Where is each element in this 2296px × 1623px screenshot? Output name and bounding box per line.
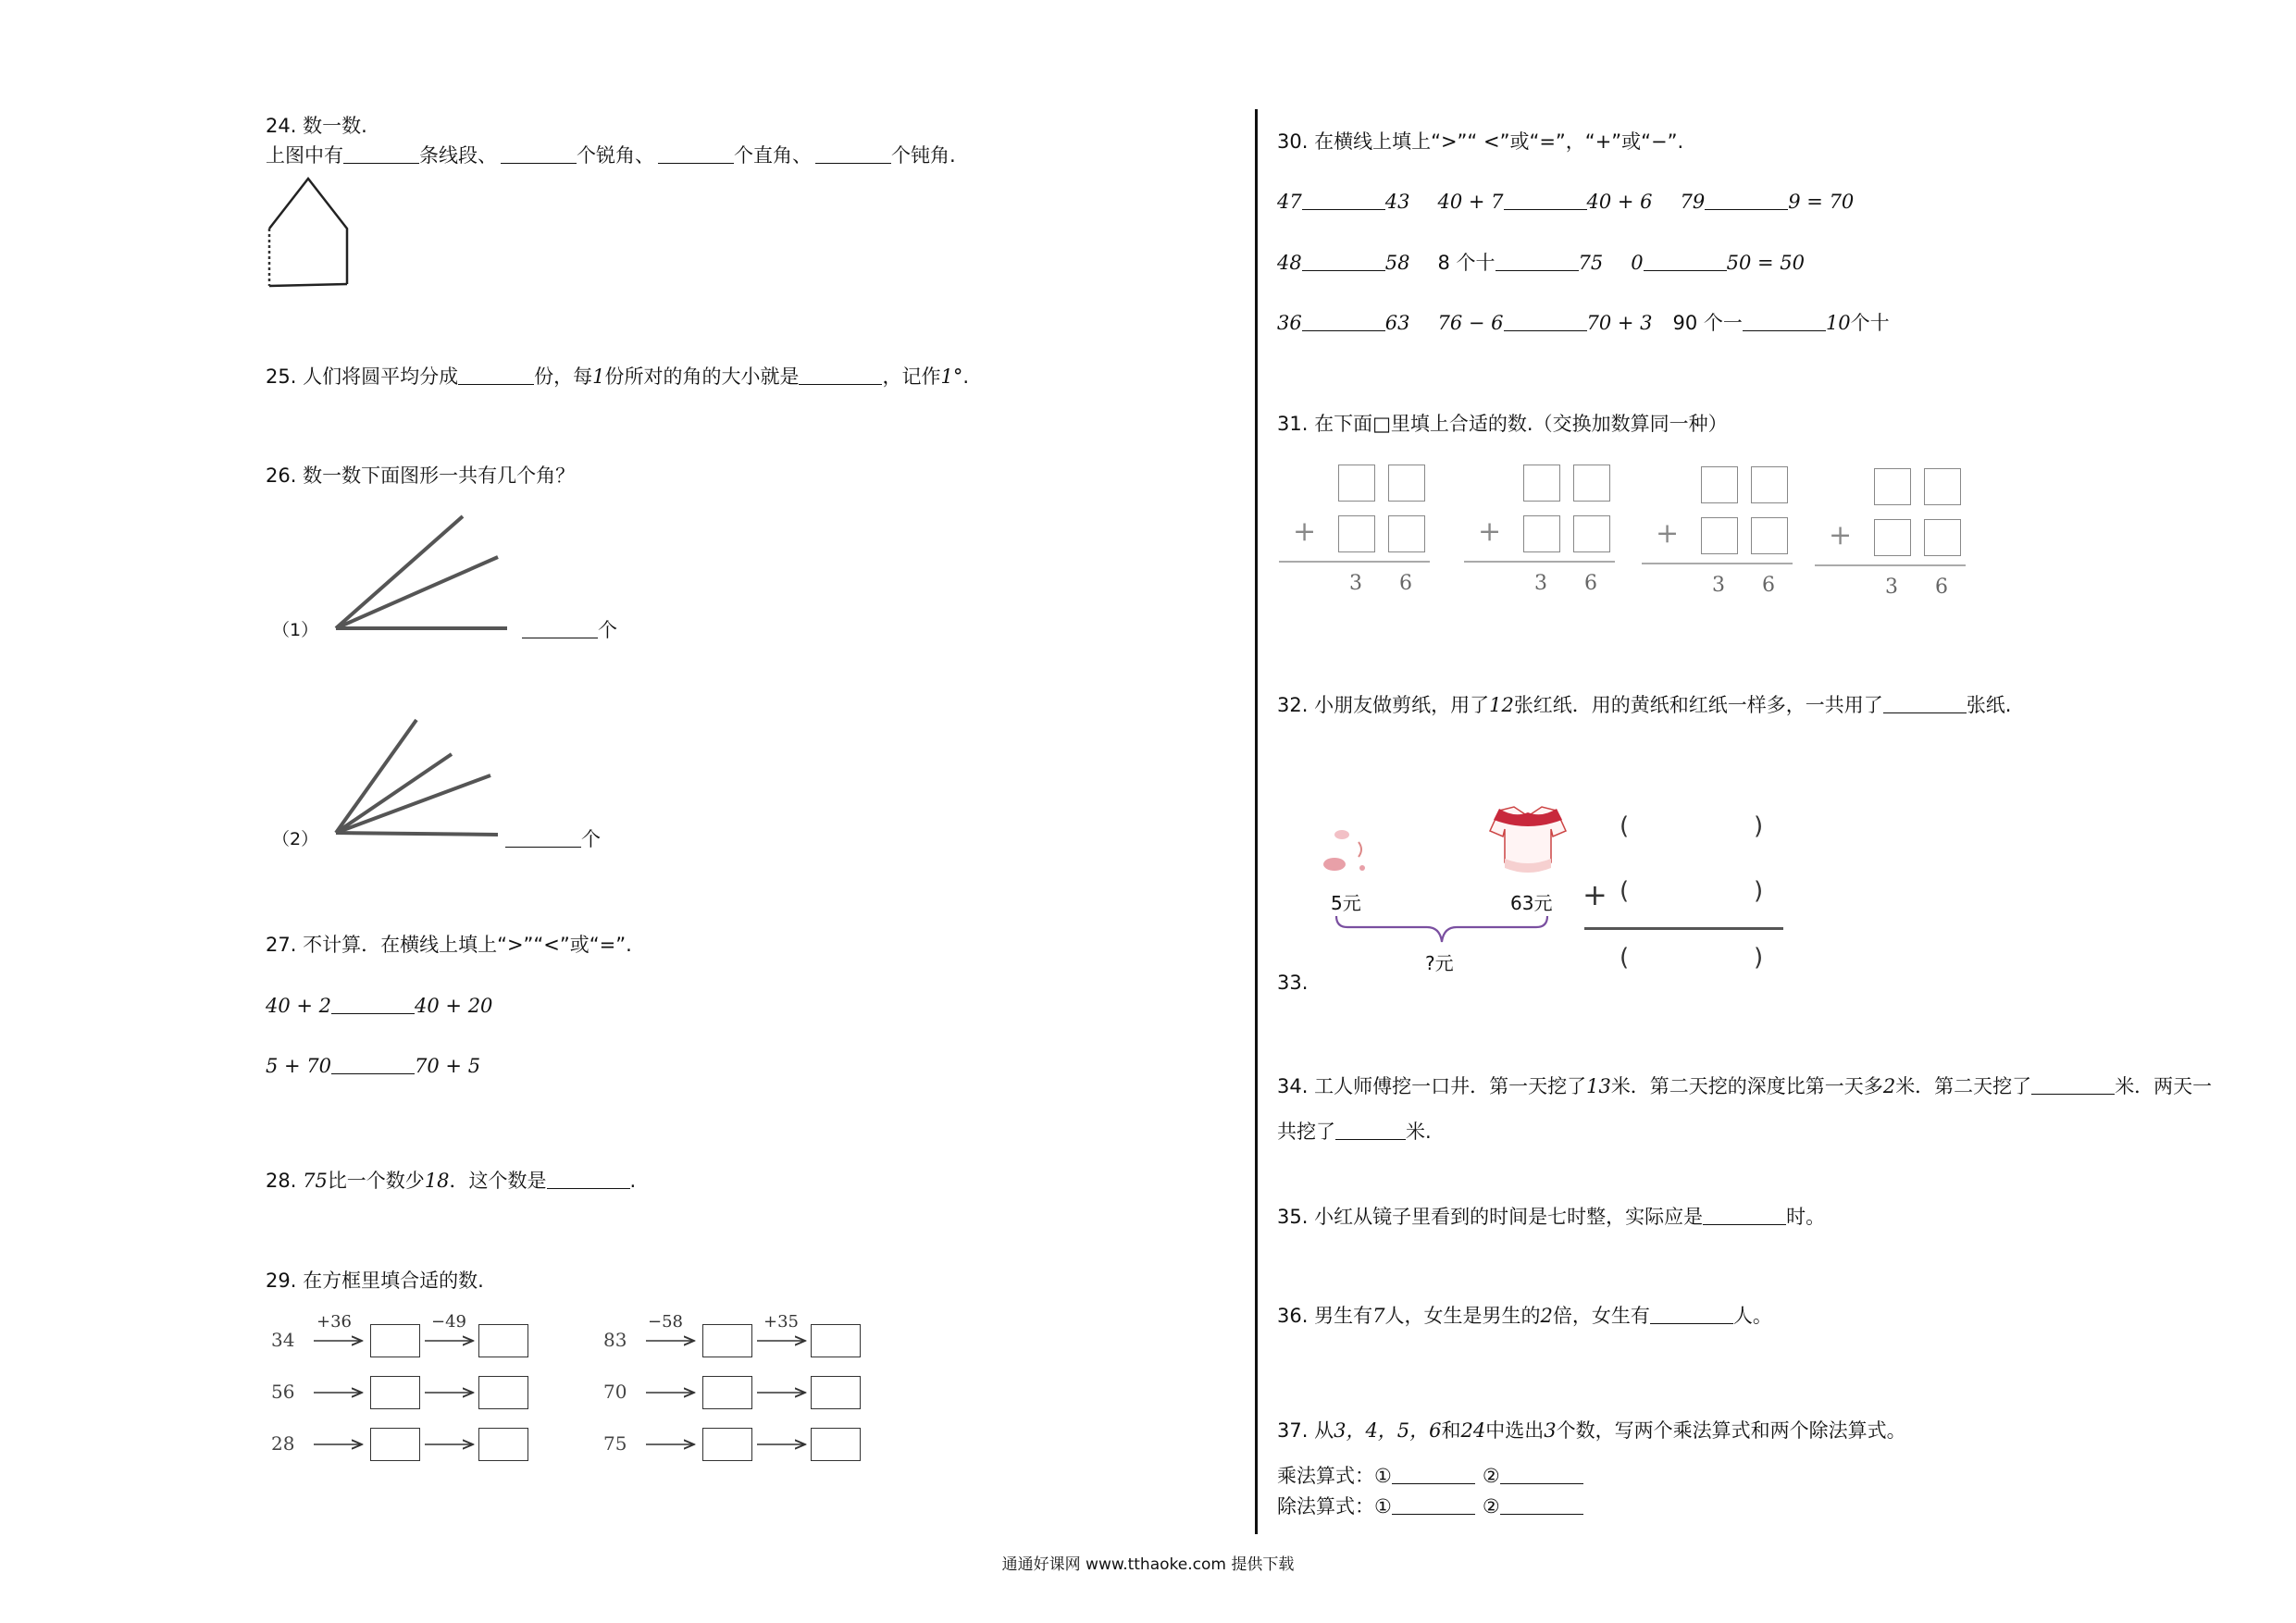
q37-multiplication-line: 乘法算式：① ②: [1277, 1463, 1583, 1489]
q30-row-3: 36 63 76 − 6 70 + 3 90 个一 10个十: [1277, 312, 1890, 334]
q31-box-1b[interactable]: [1388, 465, 1425, 502]
q31-sum-ones-1: 6: [1399, 572, 1412, 595]
q31-box-1d[interactable]: [1388, 515, 1425, 552]
q33-paren-left-2: (: [1620, 877, 1630, 905]
q31-box-4b[interactable]: [1924, 468, 1961, 505]
q26-blank-1[interactable]: [522, 619, 598, 638]
q30-blank-2[interactable]: [1504, 191, 1587, 210]
q31-sum-ones-4: 6: [1935, 576, 1948, 599]
q29-right-box-3b[interactable]: [811, 1428, 861, 1461]
q27-row-1: 40 + 2 40 + 20: [266, 995, 493, 1017]
q24-blank-2[interactable]: [501, 144, 577, 164]
q28-blank[interactable]: [547, 1170, 630, 1189]
q30-blank-1[interactable]: [1302, 191, 1385, 210]
q33-brace: [1333, 914, 1555, 948]
q26-title: 26. 数一数下面图形一共有几个角？: [266, 465, 576, 487]
q31-sum-ones-2: 6: [1584, 572, 1597, 595]
q31-box-3d[interactable]: [1751, 517, 1788, 554]
q33-plus: +: [1582, 877, 1607, 912]
q29-left-box-1b[interactable]: [478, 1324, 528, 1357]
q34-line-2: 共挖了 米.: [1277, 1121, 1432, 1143]
q31-sum-tens-4: 3: [1885, 576, 1898, 599]
q36-blank[interactable]: [1650, 1305, 1733, 1324]
q31-plus-2: +: [1478, 515, 1502, 548]
q31-box-1c[interactable]: [1338, 515, 1375, 552]
q29-right-box-1b[interactable]: [811, 1324, 861, 1357]
q31-line-2: [1464, 561, 1615, 563]
q29-left-op-2: −49: [431, 1312, 466, 1332]
q30-blank-8[interactable]: [1504, 312, 1587, 331]
q33-sum-line: [1584, 927, 1783, 930]
q29-left-start-2: 56: [271, 1381, 295, 1403]
q24-title: 24. 数一数.: [266, 115, 367, 137]
q33-total: ?元: [1425, 952, 1454, 974]
q35-blank[interactable]: [1703, 1206, 1786, 1225]
q33-paren-left-1: (: [1620, 812, 1630, 840]
q31-sum-tens-2: 3: [1534, 572, 1547, 595]
q30-blank-4[interactable]: [1302, 252, 1385, 271]
q34-line-1: 34. 工人师傅挖一口井．第一天挖了13米．第二天挖的深度比第一天多2米．第二天挖了 米．两天一: [1277, 1075, 2213, 1097]
q31-box-4d[interactable]: [1924, 519, 1961, 556]
q34-blank-1[interactable]: [2031, 1075, 2115, 1095]
q27-blank-2[interactable]: [331, 1055, 415, 1074]
q29-right-box-1a[interactable]: [702, 1324, 752, 1357]
q29-left-box-3b[interactable]: [478, 1428, 528, 1461]
q30-blank-7[interactable]: [1302, 312, 1385, 331]
q27-row-2: 5 + 70 70 + 5: [266, 1055, 481, 1077]
q31-plus-3: +: [1656, 517, 1680, 550]
q30-blank-9[interactable]: [1743, 312, 1826, 331]
q31-sum-ones-3: 6: [1762, 574, 1775, 597]
q33-paren-right-1: ): [1754, 812, 1764, 840]
q30-blank-3[interactable]: [1705, 191, 1788, 210]
q37-mul-blank-2[interactable]: [1500, 1465, 1583, 1484]
q29-right-op-1: −58: [648, 1312, 683, 1332]
q26-label-1: （1）: [272, 620, 319, 640]
q32-blank[interactable]: [1883, 694, 1967, 713]
q31-box-2a[interactable]: [1523, 465, 1560, 502]
q29-left-box-2b[interactable]: [478, 1376, 528, 1409]
q31-plus-1: +: [1293, 515, 1317, 548]
q29-left-box-3a[interactable]: [370, 1428, 420, 1461]
q25-blank-2[interactable]: [799, 365, 882, 385]
q29-left-box-1a[interactable]: [370, 1324, 420, 1357]
q31-line-3: [1642, 563, 1793, 564]
q30-row-1: 47 43 40 + 7 40 + 6 79 9 = 70: [1277, 191, 1855, 213]
q29-left-start-1: 34: [271, 1329, 295, 1351]
q25-blank-1[interactable]: [458, 365, 534, 385]
q31-line-4: [1815, 564, 1966, 566]
q29-right-start-2: 70: [603, 1381, 627, 1403]
q31-box-3b[interactable]: [1751, 466, 1788, 503]
q27-blank-1[interactable]: [331, 995, 415, 1014]
q33-price-1: 5元: [1331, 892, 1361, 914]
q37-mul-blank-1[interactable]: [1392, 1465, 1475, 1484]
q37-div-blank-2[interactable]: [1500, 1495, 1583, 1515]
column-divider: [1255, 109, 1258, 1534]
q31-box-3c[interactable]: [1701, 517, 1738, 554]
q31-box-1a[interactable]: [1338, 465, 1375, 502]
q31-line-1: [1279, 561, 1430, 563]
q31-box-2d[interactable]: [1573, 515, 1610, 552]
q24-blank-1[interactable]: [343, 144, 419, 164]
q26-label-2: （2）: [272, 829, 319, 849]
q29-title: 29. 在方框里填合适的数.: [266, 1270, 484, 1292]
q33-price-2: 63元: [1510, 892, 1553, 914]
q30-row-2: 48 58 8 个十 75 0 50 = 50: [1277, 252, 1806, 274]
q28-question: 28. 75比一个数少18．这个数是 .: [266, 1170, 637, 1192]
q33-number: 33.: [1277, 972, 1309, 994]
q30-blank-5[interactable]: [1496, 252, 1579, 271]
q25-question: 25. 人们将圆平均分成 份，每1份所对的角的大小就是 ，记作1°.: [266, 365, 970, 388]
q26-angle-figure-1: [333, 514, 518, 634]
q36-question: 36. 男生有7人，女生是男生的2倍，女生有 人。: [1277, 1305, 1772, 1327]
q30-title: 30. 在横线上填上“>”“ <”或“=”，“+”或“−”.: [1277, 130, 1684, 153]
q33-paren-right-2: ): [1754, 877, 1764, 905]
q33-paren-left-3: (: [1620, 944, 1630, 972]
q26-answer-2: 个: [505, 826, 601, 852]
q31-plus-4: +: [1829, 519, 1853, 551]
q26-angle-figure-2: [333, 717, 518, 837]
q27-title: 27. 不计算．在横线上填上“>”“<”或“=”.: [266, 934, 632, 956]
q33-item-picture-1: [1314, 824, 1379, 888]
q29-right-box-3a[interactable]: [702, 1428, 752, 1461]
q31-sum-tens-1: 3: [1349, 572, 1362, 595]
q35-question: 35. 小红从镜子里看到的时间是七时整，实际应是 时。: [1277, 1206, 1826, 1228]
q30-blank-6[interactable]: [1644, 252, 1727, 271]
q33-dress-picture: [1486, 803, 1570, 891]
q29-right-box-2a[interactable]: [702, 1376, 752, 1409]
q31-title: 31. 在下面□里填上合适的数.（交换加数算同一种）: [1277, 413, 1728, 435]
q37-question: 37. 从3，4，5，6和24中选出3个数，写两个乘法算式和两个除法算式。: [1277, 1419, 1906, 1442]
q29-right-start-1: 83: [603, 1329, 627, 1351]
q29-right-box-2b[interactable]: [811, 1376, 861, 1409]
q24-pentagon-figure: [265, 176, 357, 291]
q31-box-4c[interactable]: [1874, 519, 1911, 556]
page-footer: 通通好课网 www.tthaoke.com 提供下载: [1001, 1555, 1295, 1574]
q31-box-3a[interactable]: [1701, 466, 1738, 503]
q31-box-4a[interactable]: [1874, 468, 1911, 505]
q24-blank-3[interactable]: [658, 144, 734, 164]
q29-left-box-2a[interactable]: [370, 1376, 420, 1409]
q37-div-blank-1[interactable]: [1392, 1495, 1475, 1515]
q29-left-op-1: +36: [316, 1312, 352, 1332]
q29-right-start-3: 75: [603, 1432, 627, 1455]
q37-division-line: 除法算式：① ②: [1277, 1493, 1583, 1519]
q32-question: 32. 小朋友做剪纸，用了12张红纸．用的黄纸和红纸一样多，一共用了 张纸.: [1277, 694, 2012, 716]
q29-right-op-2: +35: [763, 1312, 799, 1332]
q34-blank-2[interactable]: [1335, 1121, 1406, 1140]
q33-paren-right-3: ): [1754, 944, 1764, 972]
q24-blank-4[interactable]: [815, 144, 891, 164]
q29-left-start-3: 28: [271, 1432, 295, 1455]
q31-box-2c[interactable]: [1523, 515, 1560, 552]
q31-box-2b[interactable]: [1573, 465, 1610, 502]
q26-answer-1: 个: [522, 617, 617, 643]
q31-sum-tens-3: 3: [1712, 574, 1725, 597]
q26-blank-2[interactable]: [505, 828, 581, 848]
q24-question: 上图中有 条线段、 个锐角、 个直角、 个钝角.: [266, 144, 956, 167]
